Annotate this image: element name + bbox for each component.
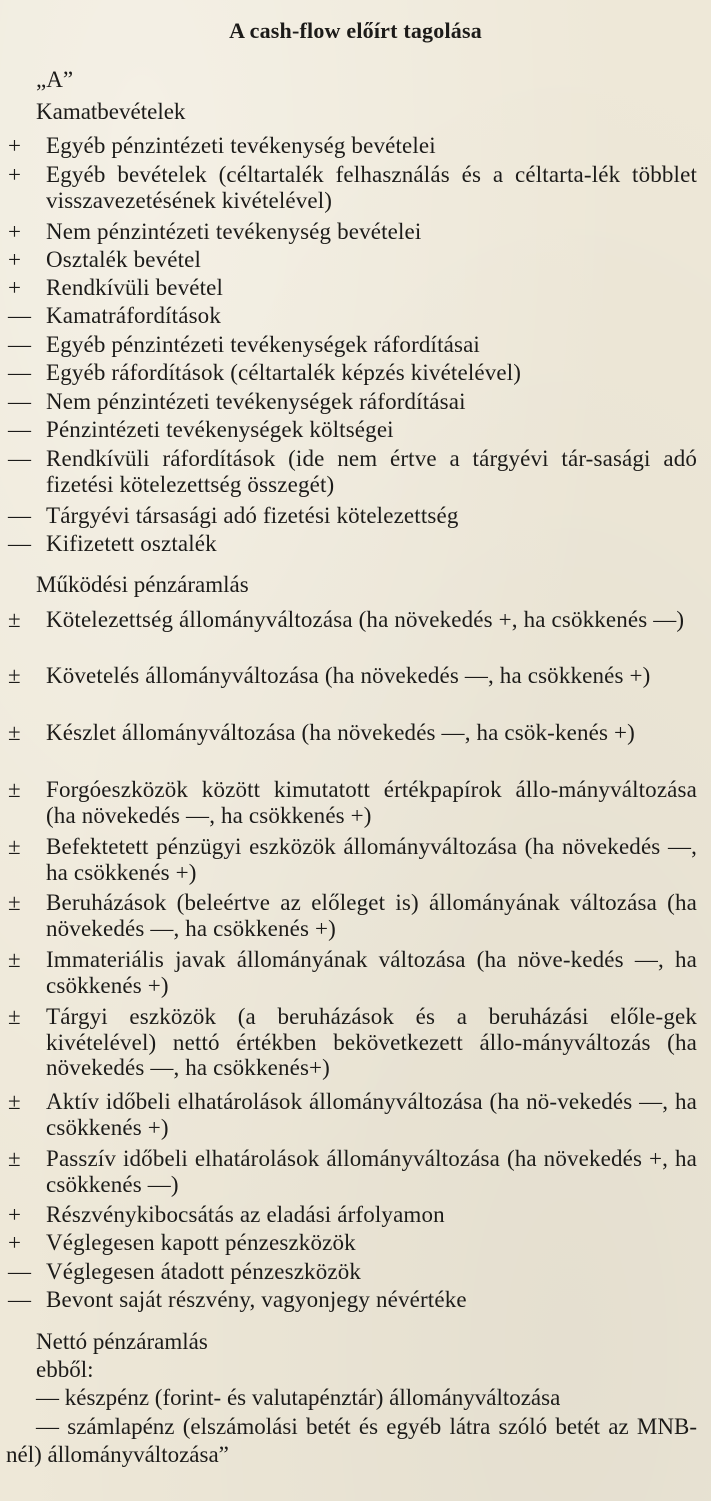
item-text: Tárgyi eszközök (a beruházások és a beruházási előle-gek kivételével) nettó értékben bekövetkezett állo-mányváltozás (ha növekedés —, ha csökkenés+) bbox=[46, 1004, 697, 1080]
item-text: Bevont saját részvény, vagyonjegy névértéke bbox=[46, 1287, 467, 1312]
list-item bbox=[6, 1004, 697, 1081]
list-item bbox=[6, 332, 697, 358]
document-title: A cash-flow előírt tagolása bbox=[229, 18, 482, 43]
plus-sign: + bbox=[8, 1230, 21, 1255]
item-text: Forgóeszközök között kimutatott értékpapírok állo-mányváltozása (ha növekedés —, ha csökkenés +) bbox=[46, 777, 697, 828]
list-item bbox=[6, 503, 697, 529]
minus-sign: — bbox=[8, 503, 31, 528]
list-item bbox=[6, 834, 697, 885]
list-item bbox=[6, 777, 697, 828]
list-item bbox=[6, 417, 697, 443]
minus-sign: — bbox=[8, 360, 31, 385]
plus-minus-sign: ± bbox=[8, 1146, 21, 1171]
minus-sign: — bbox=[8, 531, 31, 556]
heading-net-cashflow: Nettó pénzáramlás bbox=[36, 1329, 208, 1354]
list-item bbox=[6, 360, 697, 386]
plus-minus-sign: ± bbox=[8, 1004, 21, 1029]
section-label: „A” bbox=[36, 67, 74, 92]
plus-minus-sign: ± bbox=[8, 1089, 21, 1114]
item-text: Passzív időbeli elhatárolások állományváltozása (ha növekedés +, ha csökkenés —) bbox=[46, 1146, 697, 1197]
plus-minus-sign: ± bbox=[8, 663, 21, 688]
minus-sign: — bbox=[8, 389, 31, 414]
plus-minus-sign: ± bbox=[8, 890, 21, 915]
item-text: Aktív időbeli elhatárolások állományváltozása (ha nö-vekedés —, ha csökkenés +) bbox=[46, 1089, 697, 1140]
item-text: Pénzintézeti tevékenységek költségei bbox=[46, 417, 394, 442]
list-item bbox=[6, 133, 697, 159]
list-item bbox=[6, 890, 697, 941]
item-text: Beruházások (beleértve az előleget is) állományának változása (ha növekedés —, ha csökkenés +) bbox=[46, 890, 697, 941]
item-text: Egyéb pénzintézeti tevékenység bevételei bbox=[46, 133, 436, 158]
item-text: Kamatráfordítások bbox=[46, 303, 221, 328]
list-item bbox=[6, 663, 697, 689]
item-text: Véglegesen átadott pénzeszközök bbox=[46, 1259, 362, 1284]
minus-sign: — bbox=[8, 303, 31, 328]
list-item bbox=[6, 1089, 697, 1140]
item-text: Nem pénzintézeti tevékenység bevételei bbox=[46, 219, 422, 244]
sub-item-cash: — készpénz (forint- és valutapénztár) állományváltozása bbox=[36, 1385, 561, 1410]
item-text: Osztalék bevétel bbox=[46, 247, 202, 272]
item-text: Befektetett pénzügyi eszközök állományváltozása (ha növekedés —, ha csökkenés +) bbox=[46, 834, 697, 885]
heading-interest-income: Kamatbevételek bbox=[36, 99, 186, 124]
plus-minus-sign: ± bbox=[8, 607, 21, 632]
minus-sign: — bbox=[8, 1259, 31, 1284]
list-item bbox=[6, 947, 697, 998]
list-item bbox=[6, 1202, 697, 1228]
list-item bbox=[6, 247, 697, 273]
item-text: Részvénykibocsátás az eladási árfolyamon bbox=[46, 1202, 445, 1227]
list-item bbox=[6, 219, 697, 245]
item-text: Rendkívüli bevétel bbox=[46, 275, 224, 300]
item-text: Tárgyévi társasági adó fizetési kötelezettség bbox=[46, 503, 459, 528]
sub-item-account-money: — számlapénz (elszámolási betét és egyéb látra szóló betét az MNB-nél) állományváltozása” bbox=[6, 1414, 697, 1467]
item-text: Követelés állományváltozása (ha növekedés —, ha csökkenés +) bbox=[46, 663, 651, 688]
list-item bbox=[6, 720, 697, 746]
item-text: Készlet állományváltozása (ha növekedés —, ha csök-kenés +) bbox=[46, 720, 635, 745]
minus-sign: — bbox=[8, 332, 31, 357]
list-item bbox=[6, 1230, 697, 1256]
item-text: Nem pénzintézeti tevékenységek ráfordításai bbox=[46, 389, 466, 414]
list-item bbox=[6, 389, 697, 415]
list-item bbox=[6, 303, 697, 329]
plus-minus-sign: ± bbox=[8, 777, 21, 802]
item-text: Kötelezettség állományváltozása (ha növekedés +, ha csökkenés —) bbox=[46, 607, 685, 632]
list-item bbox=[6, 1146, 697, 1197]
minus-sign: — bbox=[8, 1287, 31, 1312]
plus-minus-sign: ± bbox=[8, 834, 21, 859]
list-item bbox=[6, 607, 697, 633]
plus-sign: + bbox=[8, 275, 21, 300]
ebbol-label: ebből: bbox=[36, 1357, 94, 1382]
plus-minus-sign: ± bbox=[8, 947, 21, 972]
plus-sign: + bbox=[8, 1202, 21, 1227]
minus-sign: — bbox=[8, 446, 31, 471]
item-text: Kifizetett osztalék bbox=[46, 531, 217, 556]
list-item bbox=[6, 446, 697, 497]
item-text: Egyéb ráfordítások (céltartalék képzés kivételével) bbox=[46, 360, 522, 385]
list-item bbox=[6, 275, 697, 301]
heading-operating-cashflow: Működési pénzáramlás bbox=[36, 572, 249, 597]
item-text: Véglegesen kapott pénzeszközök bbox=[46, 1230, 356, 1255]
plus-sign: + bbox=[8, 247, 21, 272]
item-text: Rendkívüli ráfordítások (ide nem értve a tárgyévi tár-sasági adó fizetési kötelezettség összegét) bbox=[46, 446, 697, 497]
plus-sign: + bbox=[8, 162, 21, 187]
list-item bbox=[6, 1259, 697, 1285]
plus-minus-sign: ± bbox=[8, 720, 21, 745]
item-text: Immateriális javak állományának változása (ha növe-kedés —, ha csökkenés +) bbox=[46, 947, 697, 998]
item-text: Egyéb pénzintézeti tevékenységek ráfordításai bbox=[46, 332, 480, 357]
minus-sign: — bbox=[8, 417, 31, 442]
list-item bbox=[6, 531, 697, 557]
list-item bbox=[6, 1287, 697, 1313]
list-item bbox=[6, 162, 697, 213]
plus-sign: + bbox=[8, 133, 21, 158]
item-text: Egyéb bevételek (céltartalék felhasználás és a céltarta-lék többlet visszavezetésének kivételével) bbox=[46, 162, 697, 213]
plus-sign: + bbox=[8, 219, 21, 244]
